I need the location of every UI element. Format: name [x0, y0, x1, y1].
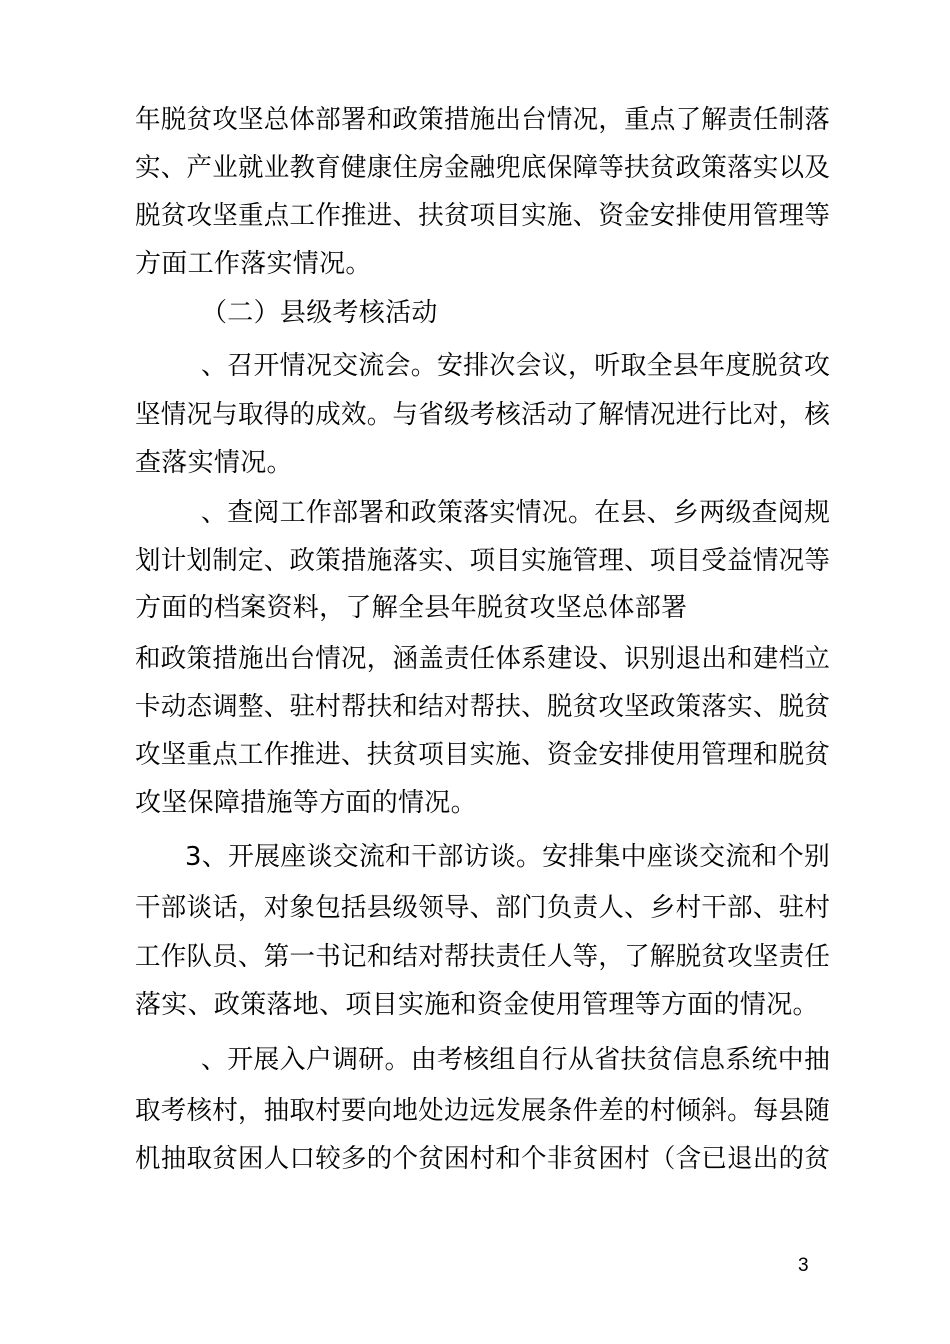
text-line: 、召开情况交流会。安排次会议，听取全县年度脱贫攻 [201, 351, 831, 381]
text-line: 工作队员、第一书记和结对帮扶责任人等，了解脱贫攻坚责任 [135, 942, 831, 972]
section-heading: （二）县级考核活动 [201, 298, 438, 328]
text-line: 、查阅工作部署和政策落实情况。在县、乡两级查阅规 [201, 498, 831, 528]
text-line: 方面的档案资料，了解全县年脱贫攻坚总体部署 [135, 593, 688, 623]
text-line: 3、开展座谈交流和干部访谈。安排集中座谈交流和个别 [185, 842, 831, 872]
text-line: 卡动态调整、驻村帮扶和结对帮扶、脱贫攻坚政策落实、脱贫 [135, 692, 831, 722]
page-number: 3 [798, 1255, 809, 1276]
text-line: 攻坚保障措施等方面的情况。 [135, 788, 477, 818]
text-line: 落实、政策落地、项目实施和资金使用管理等方面的情况。 [135, 990, 819, 1020]
text-line: 脱贫攻坚重点工作推进、扶贫项目实施、资金安排使用管理等 [135, 201, 831, 231]
text-line: 方面工作落实情况。 [135, 249, 372, 279]
text-line: 坚情况与取得的成效。与省级考核活动了解情况进行比对，核 [135, 400, 831, 430]
text-line: 查落实情况。 [135, 448, 293, 478]
text-line: 干部谈话，对象包括县级领导、部门负责人、乡村干部、驻村 [135, 893, 831, 923]
text-line: 攻坚重点工作推进、扶贫项目实施、资金安排使用管理和脱贫 [135, 740, 831, 770]
text-line: 机抽取贫困人口较多的个贫困村和个非贫困村（含已退出的贫 [135, 1144, 831, 1174]
text-line: 、开展入户调研。由考核组自行从省扶贫信息系统中抽 [201, 1045, 831, 1075]
text-line: 划计划制定、政策措施落实、项目实施管理、项目受益情况等 [135, 546, 831, 576]
text-line: 年脱贫攻坚总体部署和政策措施出台情况，重点了解责任制落 [135, 105, 831, 135]
text-line: 和政策措施出台情况，涵盖责任体系建设、识别退出和建档立 [135, 644, 831, 674]
text-line: 实、产业就业教育健康住房金融兜底保障等扶贫政策落实以及 [135, 153, 831, 183]
text-line: 取考核村，抽取村要向地处边远发展条件差的村倾斜。每县随 [135, 1096, 831, 1126]
